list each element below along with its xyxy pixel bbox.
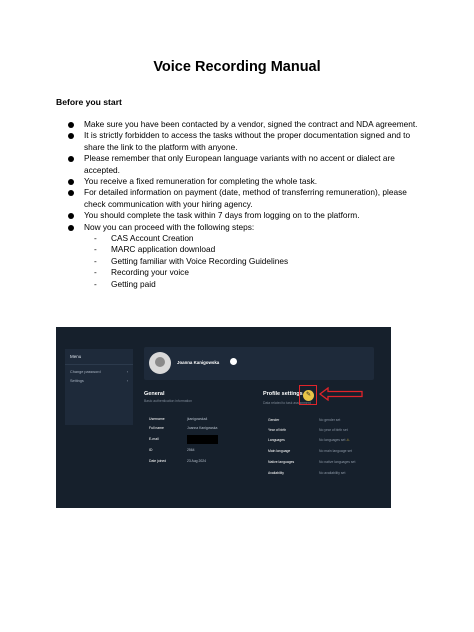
edit-icon[interactable]: ✎ bbox=[303, 390, 314, 401]
steps-intro: Now you can proceed with the following steps: bbox=[84, 221, 255, 232]
platform-screenshot bbox=[56, 327, 391, 508]
profile-value: No native languages set bbox=[319, 460, 356, 464]
red-arrow-icon bbox=[318, 387, 364, 401]
profile-label: Year of birth bbox=[268, 428, 287, 432]
profile-label: Main language bbox=[268, 449, 291, 453]
steps-list bbox=[94, 233, 428, 290]
step-item: - MARC application download bbox=[94, 244, 428, 255]
profile-value: No availability set bbox=[319, 471, 346, 475]
step-item: - Recording your voice bbox=[94, 267, 428, 278]
profile-settings-subtitle: Data related to task assignment bbox=[263, 401, 311, 405]
profile-header bbox=[144, 347, 374, 380]
bullet-item: You should complete the task within 7 days from logging on to the platform. bbox=[68, 210, 428, 221]
profile-label: Gender bbox=[268, 418, 280, 422]
profile-value bbox=[319, 438, 349, 442]
profile-value: No year of birth set bbox=[319, 428, 348, 432]
general-value: jkanigowska4 bbox=[187, 417, 208, 421]
bullet-item bbox=[68, 222, 428, 290]
menu-item-label: Settings bbox=[70, 379, 84, 383]
profile-value: No main language set bbox=[319, 449, 352, 453]
menu-item-label: Change password bbox=[70, 370, 101, 374]
menu-panel bbox=[65, 349, 133, 425]
redacted-email bbox=[187, 435, 218, 444]
chevron-right-icon: › bbox=[126, 379, 128, 383]
section-heading: Before you start bbox=[56, 97, 122, 107]
chevron-right-icon: › bbox=[126, 370, 128, 374]
general-label: ID bbox=[149, 448, 153, 452]
bullet-item: Make sure you have been contacted by a vendor, signed the contract and NDA agreement. bbox=[68, 119, 428, 130]
step-item: - Getting paid bbox=[94, 279, 428, 290]
general-subtitle: Basic authentication information bbox=[144, 399, 193, 403]
profile-settings-title: Profile settings bbox=[263, 391, 303, 397]
general-title: General bbox=[144, 391, 165, 397]
user-name: Joanna Kanigowska bbox=[177, 360, 220, 365]
profile-label: Languages bbox=[268, 438, 285, 442]
menu-item-settings[interactable] bbox=[65, 374, 133, 383]
general-label: E-mail bbox=[149, 437, 159, 441]
profile-value-text: No languages set bbox=[319, 438, 346, 442]
general-value: 23 Aug 2024 bbox=[187, 459, 207, 463]
menu-item-change-password[interactable] bbox=[65, 365, 133, 374]
avatar bbox=[149, 352, 171, 374]
bullet-item: It is strictly forbidden to access the tasks without the proper documentation signed and to share the link to the platform with anyone. bbox=[68, 130, 428, 153]
step-item: - Getting familiar with Voice Recording Guidelines bbox=[94, 256, 428, 267]
menu-title: Menu bbox=[65, 349, 133, 365]
bullet-item: For detailed information on payment (date, method of transferring remuneration), please check communication with your hiring agency. bbox=[68, 187, 428, 210]
general-label: Full name bbox=[149, 426, 164, 430]
bullet-item: Please remember that only European language variants with no accent or dialect are accepted. bbox=[68, 153, 428, 176]
bullet-item: You receive a fixed remuneration for completing the whole task. bbox=[68, 176, 428, 187]
general-label: Date joined bbox=[149, 459, 167, 463]
general-value: 2564 bbox=[187, 448, 195, 452]
profile-label: Availability bbox=[268, 471, 284, 475]
account-icon[interactable] bbox=[230, 358, 237, 365]
general-value: Joanna Kanigowska bbox=[187, 426, 218, 430]
profile-value: No gender set bbox=[319, 418, 341, 422]
general-label: Username bbox=[149, 417, 165, 421]
requirements-list bbox=[68, 119, 428, 290]
page-title: Voice Recording Manual bbox=[153, 59, 321, 75]
step-item: - CAS Account Creation bbox=[94, 233, 428, 244]
profile-label: Native languages bbox=[268, 460, 295, 464]
warning-icon: ⚠ bbox=[346, 438, 350, 442]
